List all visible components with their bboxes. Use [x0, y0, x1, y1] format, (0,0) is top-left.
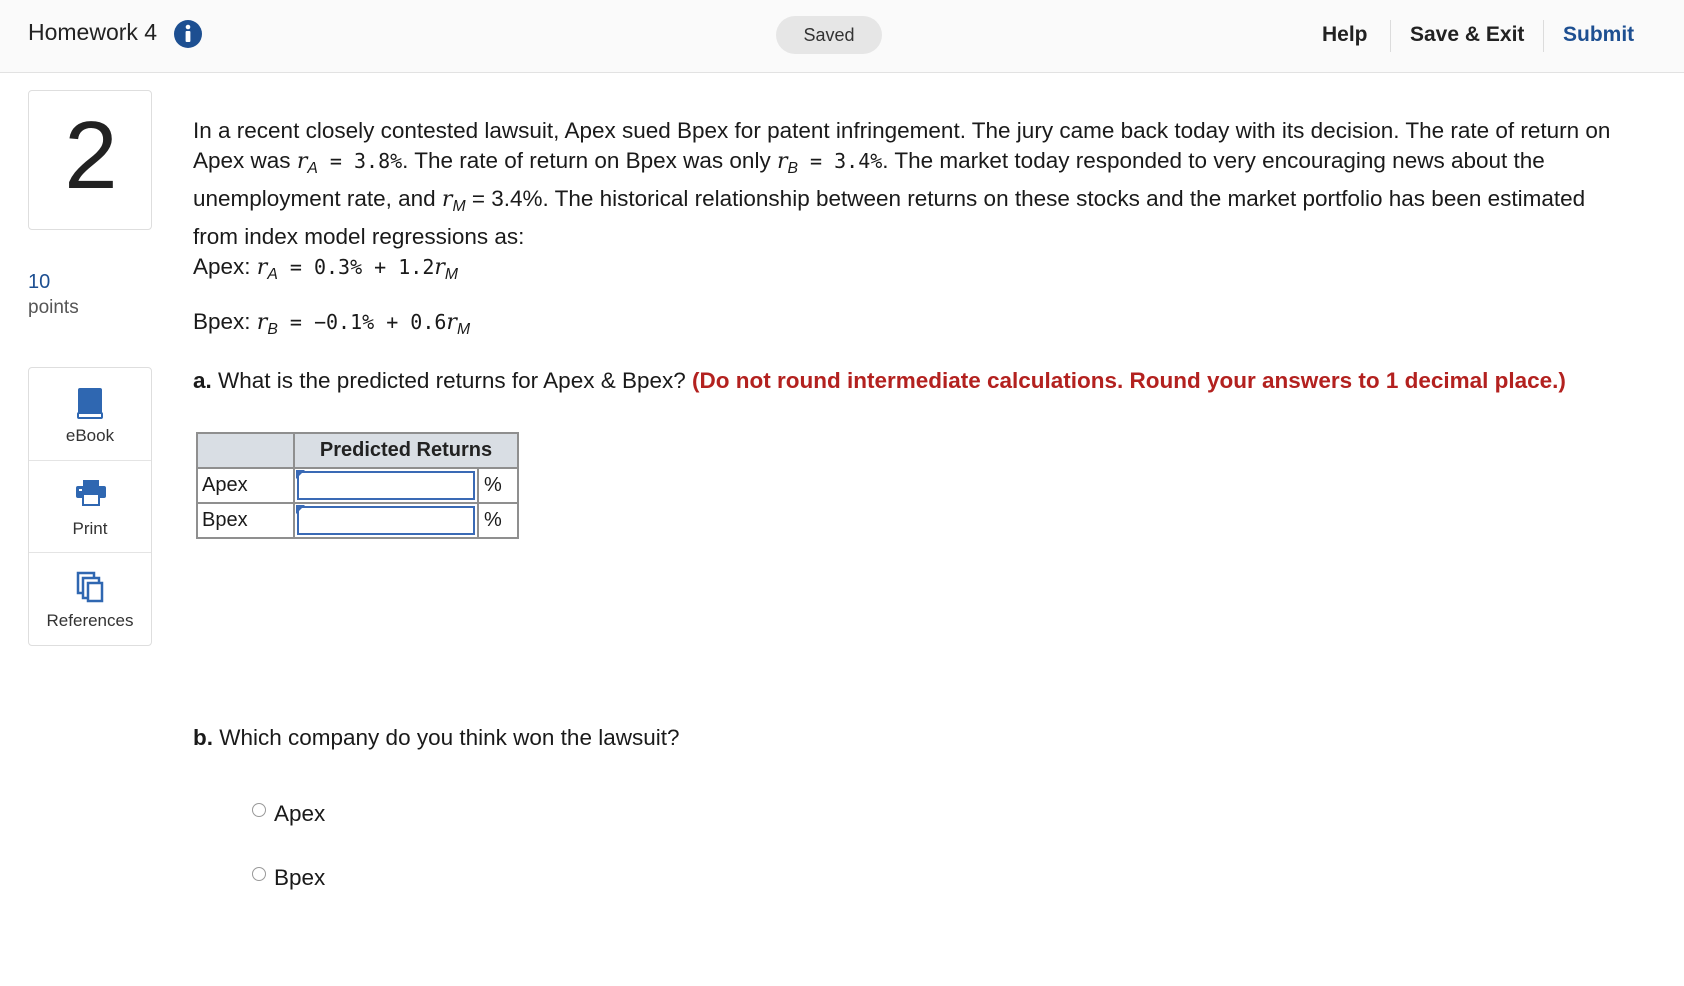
table-row [197, 468, 518, 503]
var-r: r [441, 187, 453, 212]
equation-label: Apex: [193, 254, 257, 279]
points-label: points [28, 297, 79, 318]
tools-panel [28, 367, 152, 646]
nav-divider [1543, 20, 1544, 52]
submit-button[interactable]: Submit [1563, 23, 1635, 46]
table-row [197, 503, 518, 538]
problem-statement [193, 116, 1613, 252]
part-b-question: Which company do you think won the lawsuit? [213, 725, 680, 750]
var-r: r [256, 310, 268, 335]
row-label: Apex [197, 468, 294, 503]
help-button[interactable]: Help [1322, 23, 1368, 46]
answer-cell [294, 468, 478, 503]
var-sub: B [787, 160, 798, 177]
nav-divider [1390, 20, 1391, 52]
part-b-prompt [193, 725, 680, 751]
table-header: Predicted Returns [294, 433, 518, 468]
rate-bpex: = 3.4% [798, 149, 883, 173]
part-letter: b. [193, 725, 213, 750]
question-body [193, 116, 1613, 252]
top-bar [0, 0, 1684, 73]
part-a-question: What is the predicted returns for Apex & Bpex? [211, 368, 693, 393]
unit-label: % [478, 503, 518, 538]
var-sub: A [267, 266, 278, 283]
var-sub: B [267, 321, 278, 338]
row-label: Bpex [197, 503, 294, 538]
input-flag-icon [296, 470, 305, 479]
print-button[interactable] [29, 460, 151, 552]
bpex-return-input[interactable] [297, 506, 475, 535]
bpex-equation [193, 309, 470, 339]
ebook-label: eBook [65, 426, 115, 445]
unit-label: % [478, 468, 518, 503]
option-label: Apex [274, 801, 326, 826]
part-letter: a. [193, 368, 212, 393]
references-button[interactable] [29, 552, 151, 644]
rounding-note: (Do not round intermediate calculations. Round your answers to 1 decimal place.) [692, 368, 1566, 393]
predicted-returns-table [196, 432, 519, 539]
printer-icon [75, 479, 107, 507]
option-label: Bpex [274, 865, 326, 890]
question-number: 2 [64, 102, 118, 209]
references-label: References [46, 611, 134, 630]
equation-expr: = 0.3% + 1.2 [277, 255, 435, 279]
table-corner [197, 433, 294, 468]
var-r: r [296, 149, 308, 174]
part-a-prompt [193, 368, 1566, 394]
var-sub: A [307, 160, 318, 177]
var-sub: M [456, 321, 471, 338]
radio-button[interactable] [252, 803, 266, 817]
problem-text: . The rate of return on Bpex was only [402, 148, 777, 173]
option-bpex[interactable] [252, 865, 325, 891]
equation-expr: = −0.1% + 0.6 [277, 310, 447, 334]
points-value: 10 [28, 271, 51, 293]
book-icon [75, 386, 105, 420]
info-icon[interactable] [173, 19, 203, 49]
rate-apex: = 3.8% [317, 149, 403, 173]
input-flag-icon [296, 505, 305, 514]
var-r: r [776, 149, 788, 174]
option-apex[interactable] [252, 801, 325, 827]
ebook-button[interactable] [29, 368, 151, 460]
problem-text: = 3.4%. The historical relationship between returns on these stocks and the market portfolio has been estimated from index model regressions as: [193, 186, 1586, 249]
print-label: Print [72, 519, 108, 538]
var-sub: M [452, 198, 466, 215]
var-sub: M [444, 266, 459, 283]
apex-return-input[interactable] [297, 471, 475, 500]
var-r: r [434, 255, 445, 280]
saved-status-badge: Saved [776, 16, 882, 54]
radio-button[interactable] [252, 867, 266, 881]
save-exit-button[interactable]: Save & Exit [1410, 23, 1525, 46]
problem-text: . The market today responded to very encouraging news about the unemployment rate, and [193, 148, 1545, 211]
assignment-title: Homework 4 [28, 19, 158, 45]
question-number-box [28, 90, 152, 230]
equation-label: Bpex: [193, 309, 257, 334]
var-r: r [446, 310, 457, 335]
apex-equation [193, 254, 458, 284]
answer-cell [294, 503, 478, 538]
problem-text: In a recent closely contested lawsuit, Apex sued Bpex for patent infringement. The jury came back today with its decision. The rate of return on Apex was [193, 118, 1611, 173]
var-r: r [256, 255, 268, 280]
documents-icon [75, 571, 105, 603]
